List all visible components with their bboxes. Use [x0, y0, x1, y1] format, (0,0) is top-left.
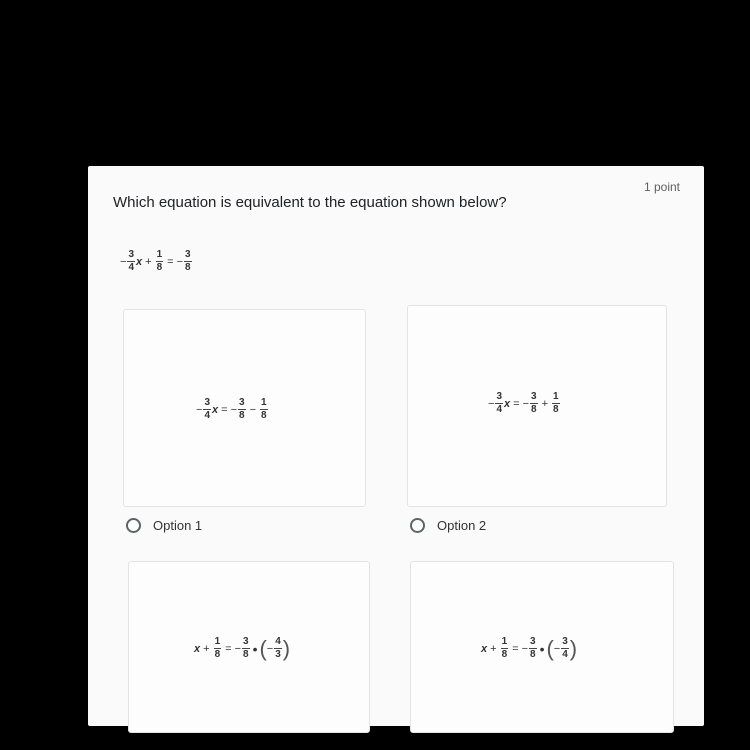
denominator: 4	[496, 404, 502, 415]
numerator: 1	[156, 249, 163, 260]
operator: +	[541, 397, 548, 410]
numerator: 1	[261, 397, 267, 408]
numerator: 3	[185, 249, 191, 260]
denominator: 8	[531, 404, 537, 415]
option-1-label: Option 1	[153, 518, 203, 533]
multiply-dot: •	[252, 640, 258, 657]
right-paren: )	[282, 635, 291, 661]
equals-sign: =	[221, 403, 228, 416]
fraction	[529, 637, 537, 660]
sign: −	[521, 642, 528, 655]
equals-sign: =	[167, 255, 174, 268]
denominator: 8	[261, 410, 267, 421]
option-2-equation	[488, 392, 561, 415]
fraction	[127, 250, 135, 273]
option-3-equation	[194, 637, 290, 660]
sign: −	[234, 642, 241, 655]
denominator: 8	[501, 649, 508, 660]
option-1-choice[interactable]	[126, 518, 202, 533]
operator: −	[249, 403, 256, 416]
denominator: 8	[239, 410, 245, 421]
fraction	[495, 392, 503, 415]
numerator: 3	[204, 397, 210, 408]
numerator: 3	[128, 249, 134, 260]
sign: −	[522, 397, 529, 410]
denominator: 8	[156, 262, 163, 273]
operator: +	[490, 642, 497, 655]
fraction	[260, 398, 268, 421]
denominator: 8	[185, 262, 191, 273]
equals-sign: =	[512, 642, 519, 655]
sign: −	[488, 397, 495, 410]
numerator: 4	[275, 636, 281, 647]
sign: −	[196, 403, 203, 416]
operator: +	[145, 255, 152, 268]
denominator: 4	[204, 410, 210, 421]
option-1-equation	[196, 398, 269, 421]
numerator: 3	[239, 397, 245, 408]
option-1-image[interactable]	[123, 309, 366, 507]
points-label: 1 point	[643, 180, 680, 194]
numerator: 1	[553, 391, 559, 402]
option-2-image[interactable]	[407, 305, 667, 507]
denominator: 8	[553, 404, 559, 415]
fraction	[561, 637, 569, 660]
variable: x	[194, 642, 201, 655]
question-card	[88, 166, 704, 726]
fraction	[530, 392, 538, 415]
left-paren: (	[546, 635, 554, 661]
operator: +	[203, 642, 210, 655]
fraction	[242, 637, 250, 660]
variable: x	[504, 397, 511, 410]
left-paren: (	[259, 635, 267, 661]
option-3-image[interactable]	[128, 561, 370, 733]
radio-button-icon[interactable]	[410, 518, 425, 533]
denominator: 8	[530, 649, 536, 660]
denominator: 4	[128, 262, 134, 273]
equals-sign: =	[225, 642, 232, 655]
sign: −	[120, 255, 127, 268]
option-4-equation	[481, 637, 577, 660]
variable: x	[212, 403, 219, 416]
question-text: Which equation is equivalent to the equation shown below?	[113, 194, 507, 211]
numerator: 3	[562, 636, 568, 647]
numerator: 1	[214, 636, 221, 647]
fraction	[203, 398, 211, 421]
fraction	[274, 637, 282, 660]
multiply-dot: •	[539, 640, 545, 657]
fraction	[238, 398, 246, 421]
numerator: 3	[496, 391, 502, 402]
equals-sign: =	[513, 397, 520, 410]
option-2-label: Option 2	[437, 518, 487, 533]
sign: −	[553, 642, 561, 655]
numerator: 1	[501, 636, 508, 647]
prompt-equation	[120, 250, 193, 273]
numerator: 3	[530, 636, 536, 647]
fraction	[501, 637, 509, 660]
denominator: 3	[275, 649, 281, 660]
variable: x	[136, 255, 143, 268]
radio-button-icon[interactable]	[126, 518, 141, 533]
denominator: 8	[214, 649, 221, 660]
variable: x	[481, 642, 488, 655]
numerator: 3	[531, 391, 537, 402]
sign: −	[230, 403, 237, 416]
right-paren: )	[569, 635, 578, 661]
option-4-image[interactable]	[410, 561, 674, 733]
option-2-choice[interactable]	[410, 518, 486, 533]
denominator: 4	[562, 649, 568, 660]
sign: −	[176, 255, 183, 268]
numerator: 3	[243, 636, 249, 647]
fraction	[552, 392, 560, 415]
sign: −	[266, 642, 274, 655]
fraction	[214, 637, 222, 660]
fraction	[156, 250, 164, 273]
fraction	[184, 250, 192, 273]
denominator: 8	[243, 649, 249, 660]
